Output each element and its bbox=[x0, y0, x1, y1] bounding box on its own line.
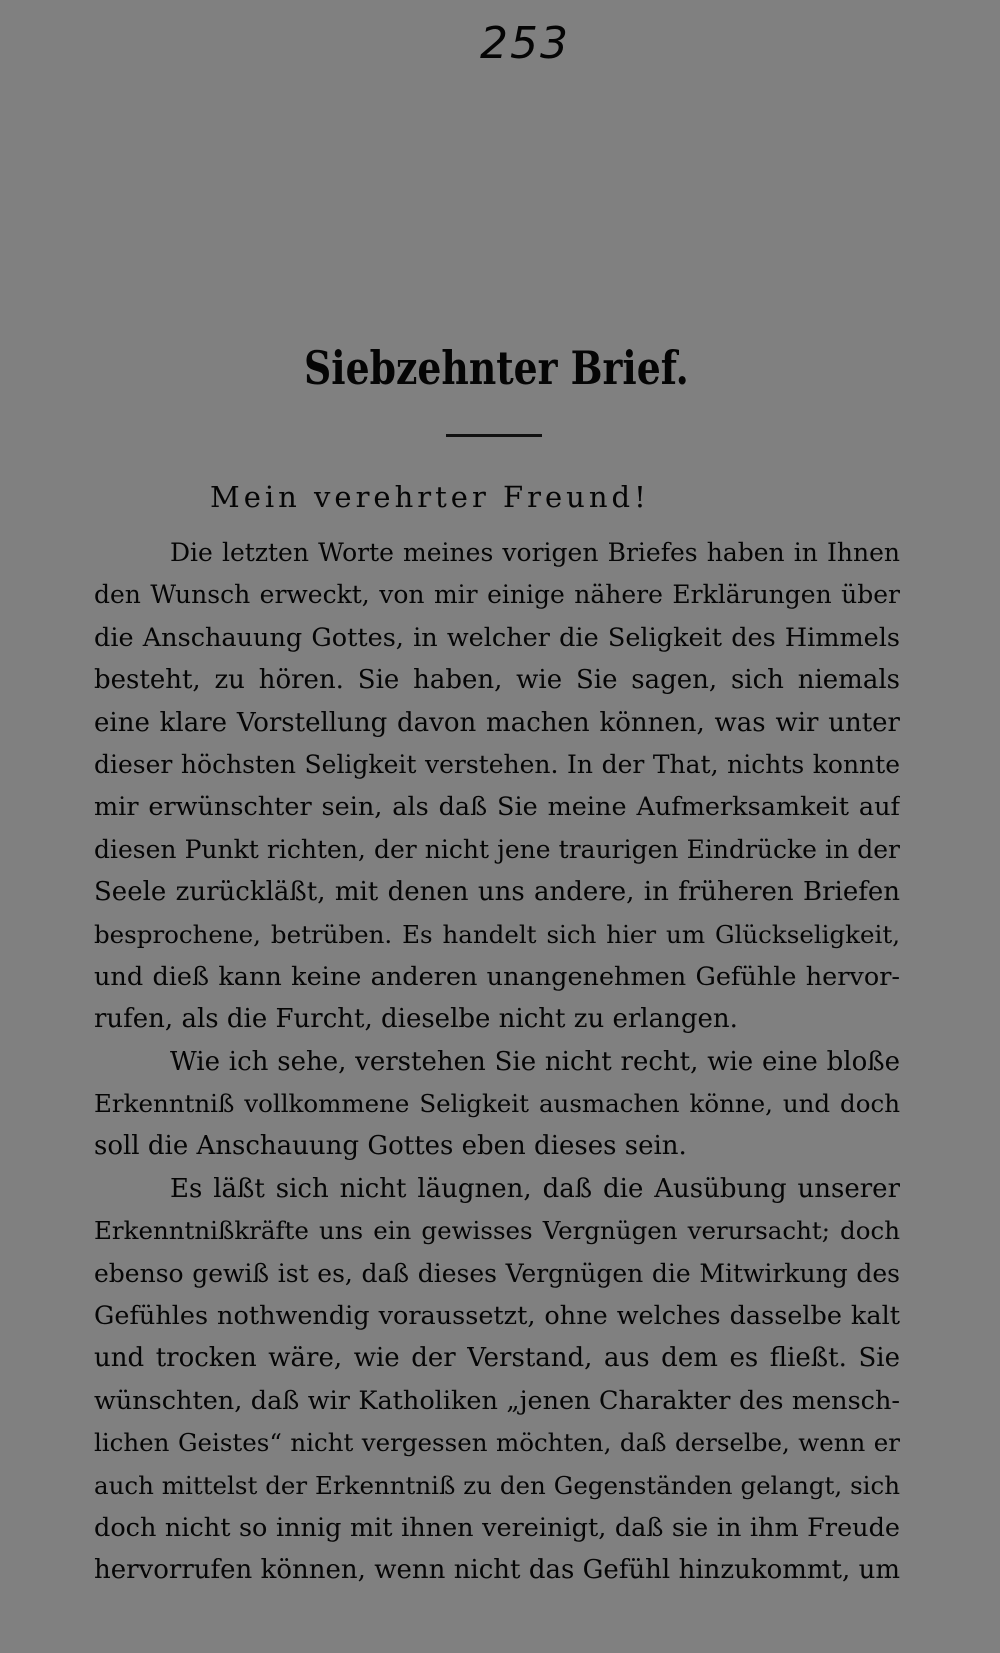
letter-heading: Siebzehnter Brief. bbox=[304, 341, 689, 395]
text-line: Seele zurückläßt, mit denen uns andere, in früheren Briefen bbox=[94, 877, 900, 908]
text-line: rufen, als die Furcht, dieselbe nicht zu erlangen. bbox=[94, 1004, 738, 1035]
text-line: wünschten, daß wir Katholiken „jenen Charakter des mensch- bbox=[94, 1385, 900, 1416]
text-line: Gefühles nothwendig voraussetzt, ohne welches dasselbe kalt bbox=[94, 1301, 900, 1332]
heading-rule bbox=[446, 434, 542, 437]
paragraph bbox=[94, 532, 900, 1041]
text-line: Die letzten Worte meines vorigen Briefes haben in Ihnen bbox=[170, 538, 900, 567]
salutation: Mein verehrter Freund! bbox=[210, 480, 650, 514]
text-line: auch mittelst der Erkenntniß zu den Gegenständen gelangt, sich bbox=[94, 1470, 900, 1500]
text-line: den Wunsch erweckt, von mir einige nähere Erklärungen über bbox=[94, 580, 900, 610]
text-line: Erkenntnißkräfte uns ein gewisses Vergnügen verursacht; doch bbox=[94, 1216, 900, 1246]
text-line: Wie ich sehe, verstehen Sie nicht recht, wie eine bloße bbox=[170, 1046, 900, 1077]
text-line: und dieß kann keine anderen unangenehmen Gefühle hervor- bbox=[94, 961, 900, 992]
text-line: doch nicht so innig mit ihnen vereinigt, daß sie in ihm Freude bbox=[94, 1512, 900, 1543]
text-line: und trocken wäre, wie der Verstand, aus dem es fließt. Sie bbox=[94, 1343, 900, 1374]
text-line: Erkenntniß vollkommene Seligkeit ausmachen könne, und doch bbox=[94, 1089, 900, 1119]
text-line: diesen Punkt richten, der nicht jene traurigen Eindrücke in der bbox=[94, 834, 900, 864]
text-line: dieser höchsten Seligkeit verstehen. In der That, nichts konnte bbox=[94, 749, 900, 779]
text-line: hervorrufen können, wenn nicht das Gefühl hinzukommt, um bbox=[94, 1555, 900, 1586]
text-line: ebenso gewiß ist es, daß dieses Vergnügen die Mitwirkung des bbox=[94, 1258, 900, 1288]
page-number: 253 bbox=[480, 18, 570, 69]
text-line: Es läßt sich nicht läugnen, daß die Ausübung unserer bbox=[170, 1173, 900, 1204]
paragraph bbox=[94, 1168, 900, 1592]
text-line: besprochene, betrüben. Es handelt sich hier um Glückseligkeit, bbox=[94, 919, 900, 949]
paragraph bbox=[94, 1041, 900, 1168]
body-text bbox=[94, 532, 900, 1592]
text-line: die Anschauung Gottes, in welcher die Seligkeit des Himmels bbox=[94, 622, 900, 653]
text-line: lichen Geistes“ nicht vergessen möchten, daß derselbe, wenn er bbox=[94, 1428, 900, 1458]
text-line: mir erwünschter sein, als daß Sie meine Aufmerksamkeit auf bbox=[94, 792, 900, 823]
text-line: eine klare Vorstellung davon machen können, was wir unter bbox=[94, 707, 900, 738]
text-line: besteht, zu hören. Sie haben, wie Sie sagen, sich niemals bbox=[94, 665, 900, 696]
text-line: soll die Anschauung Gottes eben dieses sein. bbox=[94, 1131, 687, 1162]
